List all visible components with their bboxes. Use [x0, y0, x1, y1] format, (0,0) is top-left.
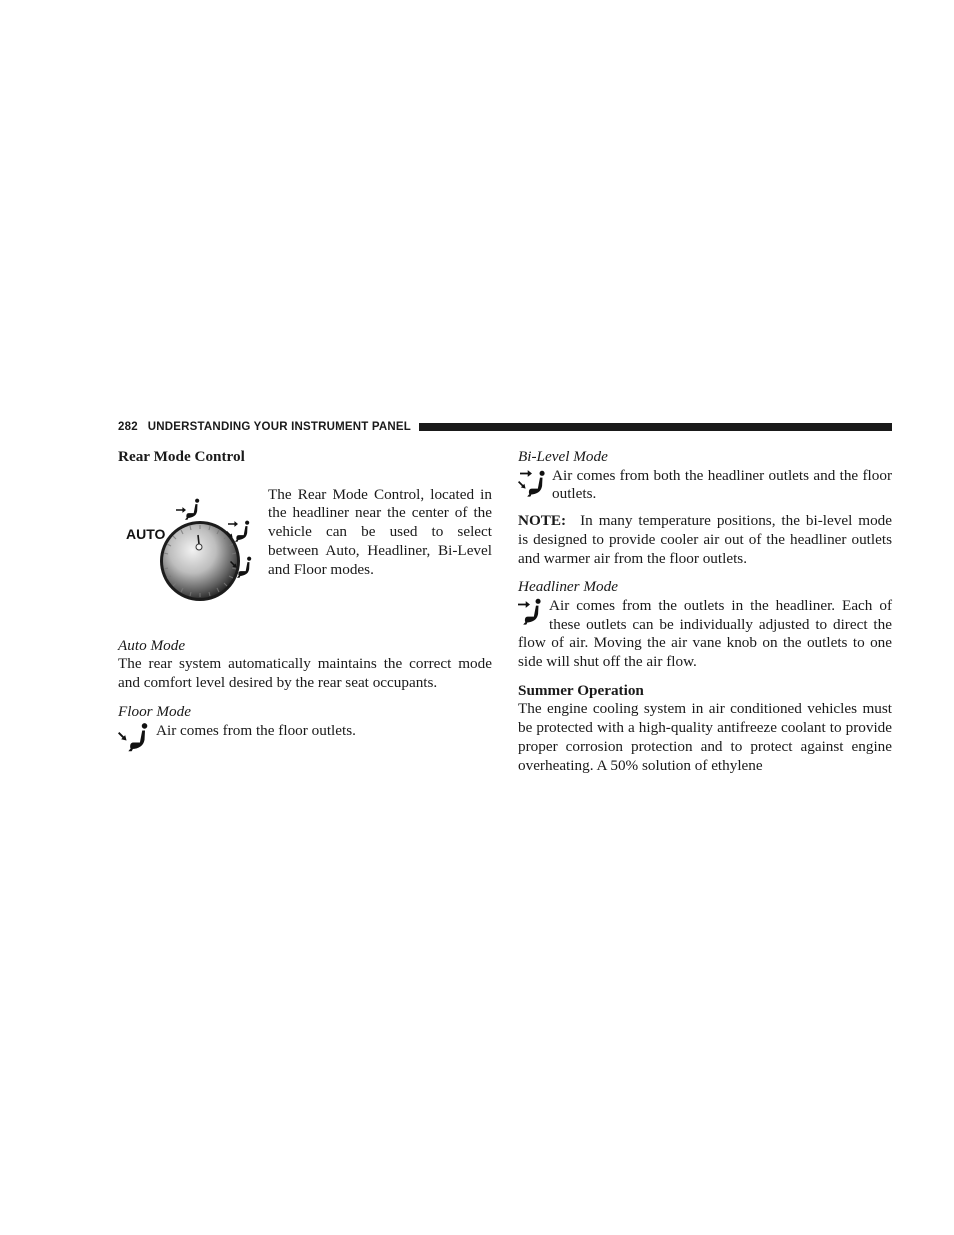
auto-mode-text: The rear system automatically maintains the correct mode and comfort level desired by the rear seat occupants.: [118, 655, 492, 692]
rear-mode-control-heading: Rear Mode Control: [118, 448, 245, 465]
floor-mode-icon: [118, 722, 156, 752]
left-column: [118, 448, 492, 752]
headliner-mode-icon: [518, 597, 547, 627]
bilevel-mode-text: Air comes from both the headliner outlets and the floor outlets.: [552, 466, 892, 503]
bilevel-mode-heading: Bi-Level Mode: [518, 448, 608, 465]
floor-mode-heading: Floor Mode: [118, 702, 191, 720]
bilevel-mode-icon: [518, 467, 552, 499]
summer-operation-text: The engine cooling system in air conditioned vehicles must be protected with a high-quality antifreeze coolant to provide proper corrosion protection and to protect against engine overheating. A 50% solution of ethylene: [518, 700, 892, 774]
header-rule: [419, 423, 892, 431]
floor-mode-row: [118, 722, 492, 752]
note-label: NOTE:: [518, 512, 567, 530]
section-title: UNDERSTANDING YOUR INSTRUMENT PANEL: [147, 421, 411, 433]
headliner-mode-text: Air comes from the outlets in the headliner. Each of these outlets can be individually adjusted to direct the flow of air. Moving the air vane knob on the outlets to one side will shut off the air flow.: [518, 596, 892, 671]
bilevel-mode-row: [518, 467, 892, 504]
page-header: [118, 420, 892, 434]
note-paragraph: [518, 512, 892, 568]
floor-mode-text: Air comes from the floor outlets.: [156, 721, 356, 739]
dial-headliner-icon: [176, 498, 199, 519]
summer-operation-heading: Summer Operation: [518, 681, 644, 699]
dial-auto-label: AUTO: [126, 525, 166, 542]
rear-mode-figure-block: [118, 467, 492, 627]
rear-mode-dial-figure: [118, 489, 264, 619]
page-number: 282: [118, 421, 138, 433]
right-column: [518, 448, 892, 775]
headliner-mode-heading: Headliner Mode: [518, 578, 618, 596]
auto-mode-heading: Auto Mode: [118, 636, 186, 654]
headliner-mode-block: [518, 597, 892, 672]
note-text: In many temperature positions, the bi-level mode is designed to provide cooler air out of the headliner outlets and warmer air from the floor outlets.: [518, 512, 892, 567]
rear-mode-control-text: The Rear Mode Control, located in the headliner near the center of the vehicle can be used to select between Auto, Headliner, Bi-Level and Floor modes.: [268, 485, 492, 578]
